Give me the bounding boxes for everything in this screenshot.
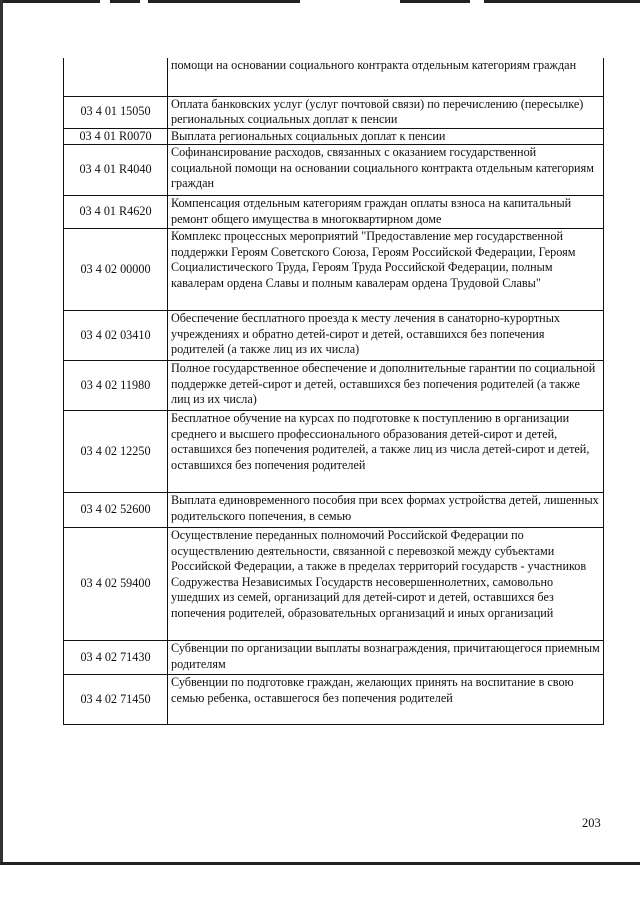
scan-bottom-border — [0, 862, 640, 865]
row-description: Выплата региональных социальных доплат к пенсии — [168, 128, 604, 145]
table-row — [64, 229, 604, 311]
row-code: 03 4 02 71450 — [64, 675, 168, 725]
row-description: Комплекс процессных мероприятий "Предоставление мер государственной поддержки Героям Советского Союза, Героям Российской Федерации, Героям Социалистического Труда, Героям Труда Российской Федерации, полным кавалерам ордена Славы и полным кавалерам ордена Трудовой Славы" — [168, 229, 604, 311]
row-description: Полное государственное обеспечение и дополнительные гарантии по социальной поддержке детей-сирот и детей, оставшихся без попечения родителей (а также лиц из их числа) — [168, 361, 604, 411]
page-number: 203 — [582, 816, 601, 830]
row-description: Осуществление переданных полномочий Российской Федерации по осуществлению деятельности, связанной с перевозкой между субъектами Российской Федерации, а также в пределах территорий государств - участников Содружества Независимых Государств несовершеннолетних, самовольно ушедших из семей, организаций для детей-сирот и детей, оставшихся без попечения родителей, образовательных организаций и иных организаций — [168, 528, 604, 641]
row-description: Выплата единовременного пособия при всех формах устройства детей, лишенных родительского попечения, в семью — [168, 493, 604, 528]
row-description: Софинансирование расходов, связанных с оказанием государственной социальной помощи на основании социального контракта отдельным категориям граждан — [168, 145, 604, 196]
row-description: Компенсация отдельным категориям граждан оплаты взноса на капитальный ремонт общего имущества в многоквартирном доме — [168, 196, 604, 229]
table-row — [64, 128, 604, 145]
table-row — [64, 311, 604, 361]
table-row — [64, 493, 604, 528]
table-row — [64, 528, 604, 641]
row-description: помощи на основании социального контракта отдельным категориям граждан — [168, 58, 604, 96]
row-code: 03 4 01 R4040 — [64, 145, 168, 196]
scan-left-border — [0, 0, 3, 865]
row-code: 03 4 02 03410 — [64, 311, 168, 361]
table-row — [64, 361, 604, 411]
row-code — [64, 58, 168, 96]
row-code: 03 4 01 15050 — [64, 96, 168, 128]
row-code: 03 4 01 R4620 — [64, 196, 168, 229]
table-row — [64, 145, 604, 196]
table-row — [64, 411, 604, 493]
row-description: Обеспечение бесплатного проезда к месту лечения в санаторно-курортных учреждениях и обратно детей-сирот и детей, оставшихся без попечения родителей (а также лиц из их числа) — [168, 311, 604, 361]
row-code: 03 4 02 71430 — [64, 641, 168, 675]
table-row — [64, 58, 604, 96]
row-code: 03 4 02 11980 — [64, 361, 168, 411]
table-row — [64, 96, 604, 128]
scan-top-border — [0, 0, 640, 3]
table-row — [64, 675, 604, 725]
row-code: 03 4 02 52600 — [64, 493, 168, 528]
row-code: 03 4 01 R0070 — [64, 128, 168, 145]
row-code: 03 4 02 00000 — [64, 229, 168, 311]
row-description: Оплата банковских услуг (услуг почтовой связи) по перечислению (пересылке) региональных социальных доплат к пенсии — [168, 96, 604, 128]
row-description: Субвенции по подготовке граждан, желающих принять на воспитание в свою семью ребенка, оставшегося без попечения родителей — [168, 675, 604, 725]
row-description: Субвенции по организации выплаты вознаграждения, причитающегося приемным родителям — [168, 641, 604, 675]
table-row — [64, 641, 604, 675]
row-code: 03 4 02 59400 — [64, 528, 168, 641]
budget-codes-table — [63, 58, 604, 725]
row-code: 03 4 02 12250 — [64, 411, 168, 493]
table-row — [64, 196, 604, 229]
row-description: Бесплатное обучение на курсах по подготовке к поступлению в организации среднего и высшего профессионального образования детей-сирот и детей, оставшихся без попечения родителей, а также лиц из числа детей-сирот и детей, оставшихся без попечения родителей — [168, 411, 604, 493]
